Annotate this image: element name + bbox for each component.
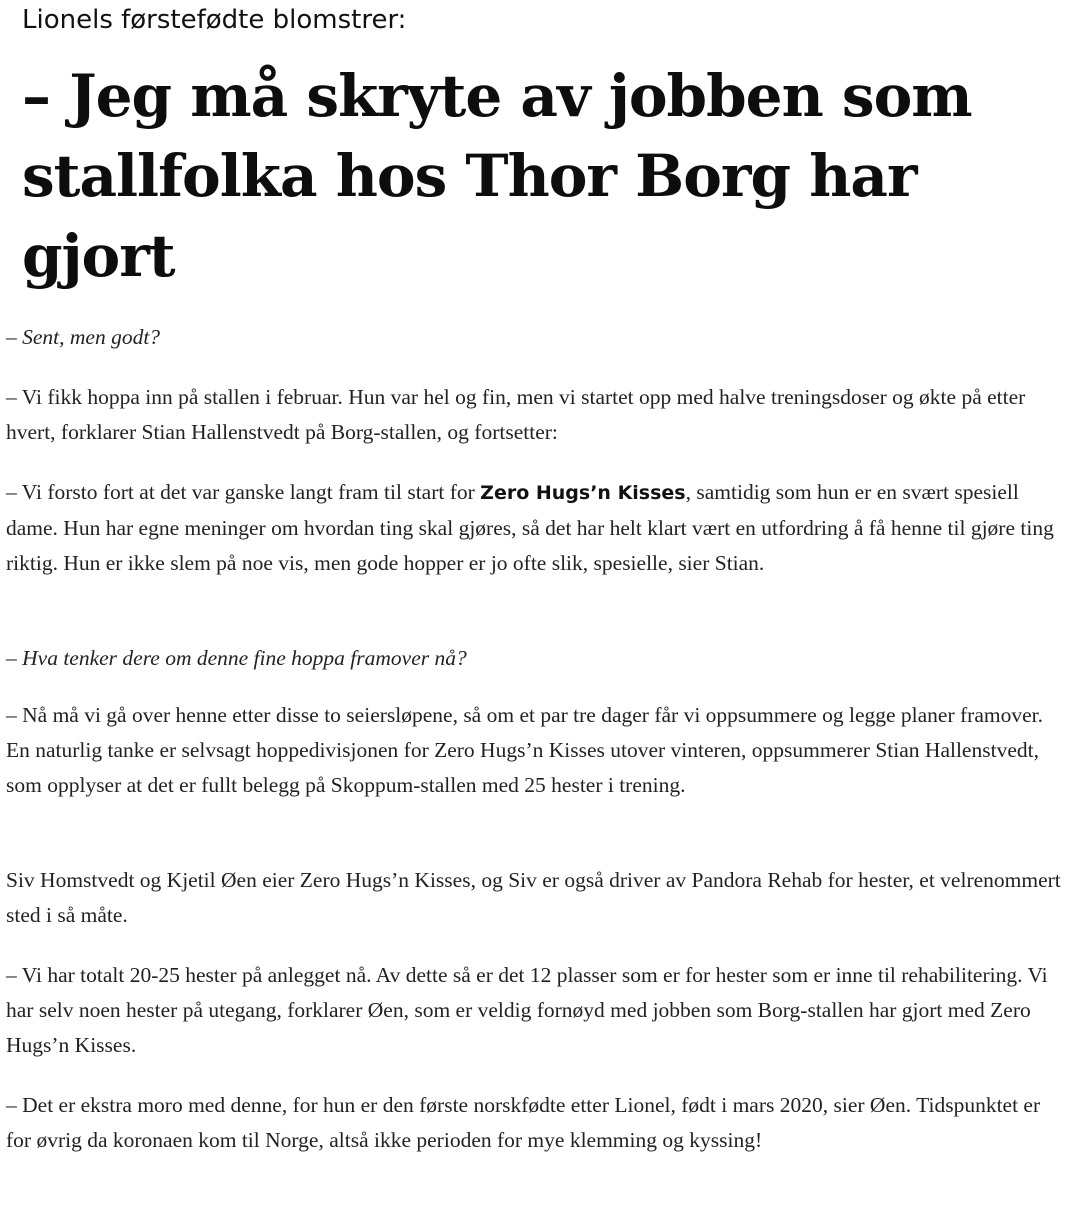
body-paragraph: – Nå må vi gå over henne etter disse to seiersløpene, så om et par tre dager får vi oppsummere og legge planer framover. En naturlig tanke er selvsagt hoppedivisjonen for Zero Hugs’n Kisses utover vinteren, oppsummerer Stian Hallenstvedt, som opplyser at det er fullt belegg på Skoppum-stallen med 25 hester i trening. bbox=[6, 703, 1043, 797]
body-paragraph: – Vi har totalt 20-25 hester på anlegget nå. Av dette så er det 12 plasser som er for hester som er inne til rehabilitering. Vi har selv noen hester på utegang, forklarer Øen, som er veldig fornøyd med jobben som Borg-stallen har gjort med Zero Hugs’n Kisses. bbox=[6, 963, 1048, 1057]
headline: – Jeg må skryte av jobben som stallfolka hos Thor Borg har gjort bbox=[22, 62, 972, 290]
body-paragraph bbox=[6, 475, 1066, 581]
text-run: , samtidig som hun er en svært spesiell dame. Hun har egne meninger om hvordan ting skal gjøres, så det har helt klart vært en utfordring å få henne til gjøre ting riktig. Hun er ikke slem på noe vis, men gode hopper er jo ofte slik, spesielle, sier Stian. bbox=[6, 480, 1054, 575]
horse-name: Zero Hugs’n Kisses bbox=[480, 482, 686, 504]
question-paragraph: – Sent, men godt? bbox=[6, 325, 161, 349]
kicker: Lionels førstefødte blomstrer: bbox=[22, 5, 407, 35]
body-paragraph: – Vi fikk hoppa inn på stallen i februar. Hun var hel og fin, men vi startet opp med halve treningsdoser og økte på etter hvert, forklarer Stian Hallenstvedt på Borg-stallen, og fortsetter: bbox=[6, 385, 1026, 444]
body-paragraph: – Det er ekstra moro med denne, for hun er den første norskfødte etter Lionel, født i mars 2020, sier Øen. Tidspunktet er for øvrig da koronaen kom til Norge, altså ikke perioden for mye klemming og kyssing! bbox=[6, 1093, 1041, 1152]
question-paragraph: – Hva tenker dere om denne fine hoppa framover nå? bbox=[6, 646, 467, 670]
body-paragraph: Siv Homstvedt og Kjetil Øen eier Zero Hugs’n Kisses, og Siv er også driver av Pandora Rehab for hester, et velrenommert sted i så måte. bbox=[6, 868, 1061, 927]
text-run: – Vi forsto fort at det var ganske langt fram til start for bbox=[6, 480, 481, 504]
